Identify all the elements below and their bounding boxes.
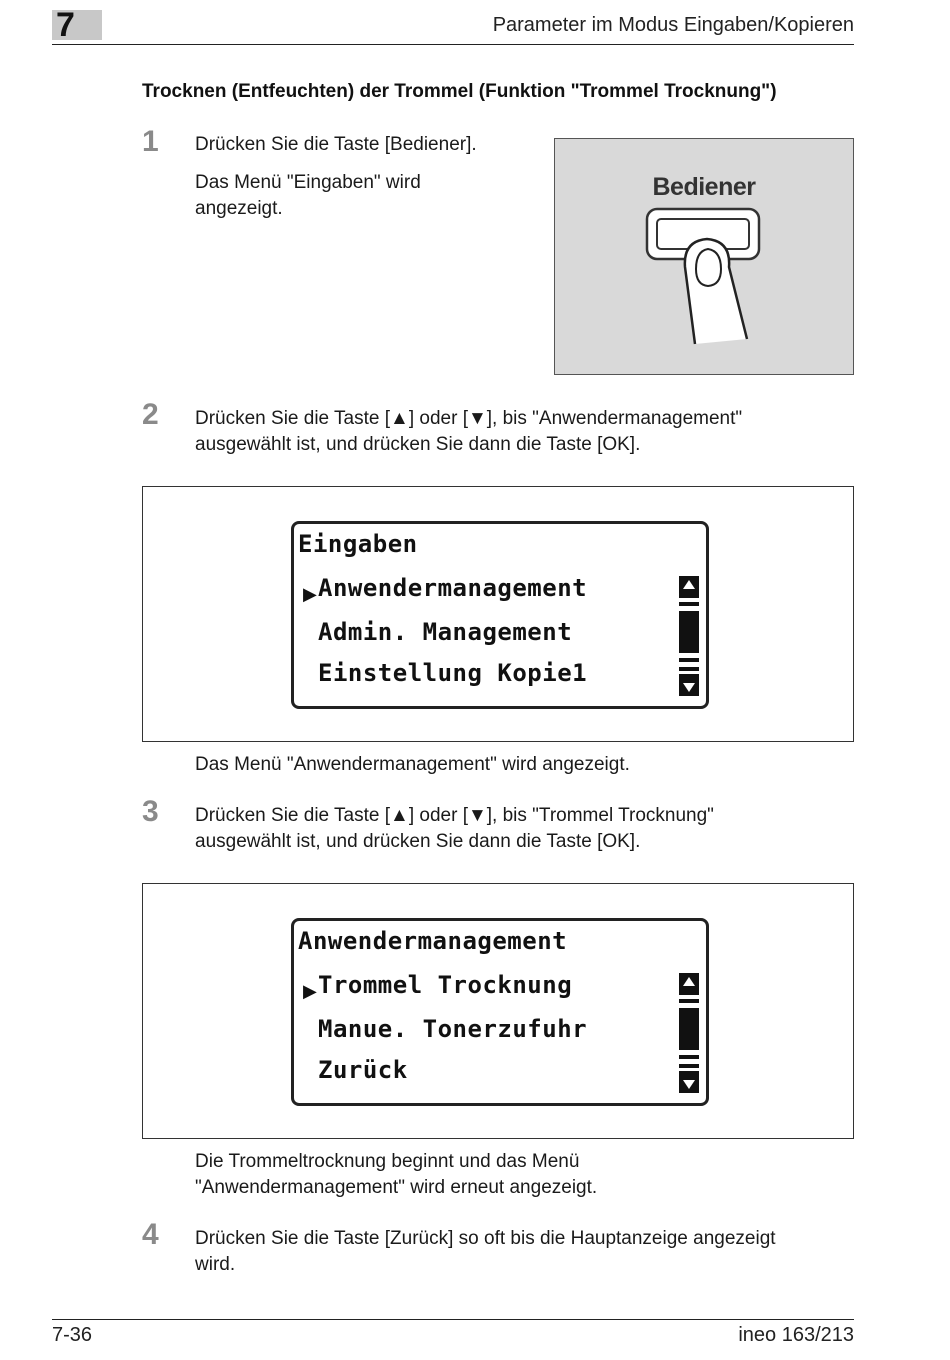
lcd-menu-item: Manue. Tonerzufuhr [318,1015,588,1043]
step-number-4: 4 [142,1218,159,1251]
lcd-menu-item: Zurück [318,1056,408,1084]
footer-divider [52,1319,854,1320]
step-2-result: Das Menü "Anwendermanagement" wird angezeigt. [195,754,630,775]
lcd-screenshot-frame-2 [142,883,854,1139]
lcd-menu-item: Trommel Trocknung [318,971,573,999]
product-name: ineo 163/213 [738,1324,854,1346]
lcd-menu-item: Admin. Management [318,618,573,646]
lcd-menu-item: Anwendermanagement [318,574,588,602]
lcd-display-eingaben [291,521,709,709]
step-4-line2: wird. [195,1254,236,1275]
step-4-line1: Drücken Sie die Taste [Zurück] so oft bis die Hauptanzeige angezeigt [195,1228,776,1249]
step-3-line2: ausgewählt ist, und drücken Sie dann die Taste [OK]. [195,831,641,852]
selection-cursor-icon: ▶ [303,981,317,1001]
chapter-number: 7 [56,6,75,44]
step-2-line2: ausgewählt ist, und drücken Sie dann die Taste [OK]. [195,434,641,455]
step-3-line1: Drücken Sie die Taste [▲] oder [▼], bis "Trommel Trocknung" [195,805,714,826]
scrollbar-icon [679,973,699,1093]
scrollbar-icon [679,576,699,696]
lcd-title: Anwendermanagement [298,927,568,955]
step-3-result-line2: "Anwendermanagement" wird erneut angezeigt. [195,1177,598,1198]
step-1-result-line2: angezeigt. [195,198,283,219]
finger-pressing-button-icon [555,139,853,374]
lcd-screenshot-frame-1 [142,486,854,742]
step-2-line1: Drücken Sie die Taste [▲] oder [▼], bis "Anwendermanagement" [195,408,743,429]
operator-button-label: Bediener [652,173,756,201]
step-1-text: Drücken Sie die Taste [Bediener]. [195,134,477,155]
section-title: Trocknen (Entfeuchten) der Trommel (Funktion "Trommel Trocknung") [142,81,777,102]
operator-button-illustration [554,138,854,375]
lcd-menu-item: Einstellung Kopie1 [318,659,588,687]
step-number-3: 3 [142,795,159,828]
lcd-title: Eingaben [298,530,418,558]
selection-cursor-icon: ▶ [303,584,317,604]
step-number-2: 2 [142,398,159,431]
step-1-result-line1: Das Menü "Eingaben" wird [195,172,421,193]
step-number-1: 1 [142,125,159,158]
page-header-title: Parameter im Modus Eingaben/Kopieren [492,14,854,36]
header-divider [52,44,854,45]
lcd-display-anwendermanagement [291,918,709,1106]
step-3-result-line1: Die Trommeltrocknung beginnt und das Menü [195,1151,580,1172]
page-number: 7-36 [52,1324,93,1346]
